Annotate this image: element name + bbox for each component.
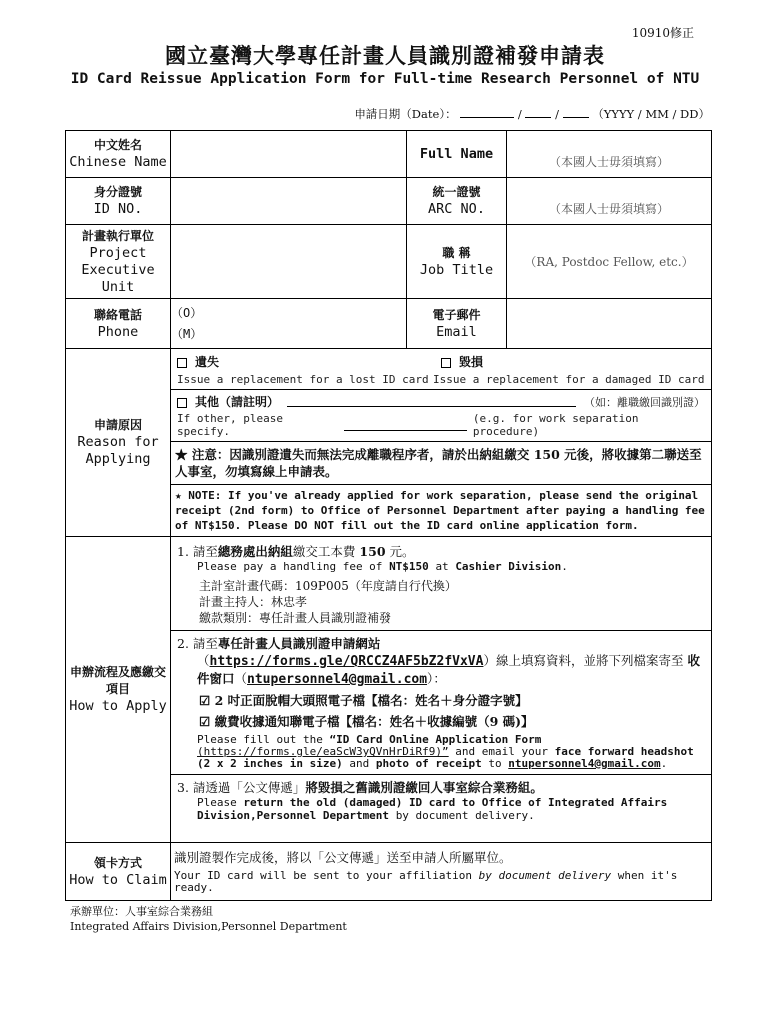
reason-lost-en: Issue a replacement for a lost ID card [177, 373, 429, 386]
footer [70, 904, 347, 934]
reason-lost-option[interactable]: 遺失 [177, 353, 441, 370]
chinese-name-label: 中文姓名 Chinese Name [66, 131, 171, 178]
phone-label: 聯絡電話 Phone [66, 299, 171, 349]
notice-en: ★ NOTE: If you've already applied for work separation, please send the original receipt (2nd form) to Office of Personnel Department after paying a handling fee of NT$150. Please DO NOT fill out the ID card online application form. [175, 489, 705, 532]
reason-lost-checkbox[interactable] [177, 358, 187, 368]
phone-input[interactable] [171, 299, 407, 349]
reason-other-hint: （如：離職繳回識別證） [584, 395, 705, 409]
project-host: 計畫主持人：林忠孝 [199, 595, 308, 609]
online-form-link[interactable]: https://forms.gle/QRCCZ4AF5bZ2fVxVA [209, 654, 484, 669]
arc-number-label: 統一證號 ARC NO. [407, 178, 507, 225]
project-unit-label: 計畫執行單位 Project Executive Unit [66, 225, 171, 299]
step-3: 3. 請透過「公文傳遞」將毀損之舊識別證繳回人事室綜合業務組。 Please return the old (damaged) ID card to Office of Integrated Affairs Division,Personnel Department by document delivery. [171, 774, 711, 826]
date-format: （YYYY / MM / DD） [592, 107, 710, 121]
full-name-input[interactable] [507, 131, 712, 178]
contact-email-link[interactable]: ntupersonnel4@gmail.com [247, 672, 428, 687]
claim-zh: 識別證製作完成後，將以「公文傳遞」送至申請人所屬單位。 [174, 850, 512, 865]
reason-other-checkbox[interactable] [177, 398, 187, 408]
arc-number-input[interactable] [507, 178, 712, 225]
check-icon: ☑ [199, 693, 211, 708]
how-to-apply-steps [171, 537, 712, 843]
reason-other-field[interactable] [287, 396, 576, 407]
job-title-label: 職 稱 Job Title [407, 225, 507, 299]
email-input[interactable] [507, 299, 712, 349]
job-title-hint: （RA, Postdoc Fellow, etc.） [524, 255, 694, 269]
reason-damaged-checkbox[interactable] [441, 358, 451, 368]
date-day-field[interactable] [563, 107, 589, 118]
step-2: 2. 請至專任計畫人員識別證申請網站 （https://forms.gle/QRCCZ4AF5bZ2fVxVA）線上填寫資料，並將下列檔案寄至 收件窗口（ntupersonnel4@gmail.com）： ☑ 2 吋正面脫帽大頭照電子檔【檔名：姓名＋身分證字號】 ☑ 繳費收據通知聯電子檔【檔名：姓名＋收據編號（9 碼)】 Please fill out the “ID Card Online Application Form (https://forms.gle/eaScW3yQVnHrDiRf9)” and email your face forward headshot (2 x 2 inches in size) and photo of receipt to ntupersonnel4@gmail.com. [171, 630, 711, 774]
reason-damaged-en: Issue a replacement for a damaged ID card [433, 373, 705, 386]
notice-zh: ★ 注意：因識別證遺失而無法完成離職程序者，請於出納組繳交 150 元後，將收據第二聯送至人事室，勿填寫線上申請表。 [175, 447, 702, 479]
full-name-hint: （本國人士毋須填寫） [548, 154, 669, 169]
reason-other-option[interactable]: 其他（請註明） [177, 393, 279, 410]
reason-options [171, 349, 712, 537]
payment-type: 繳款類別：專任計畫人員識別證補發 [199, 611, 392, 625]
online-form-link-en[interactable]: (https://forms.gle/eaScW3yQVnHrDiRf9)” [197, 745, 449, 758]
claim-en: Your ID card will be sent to your affiliation by document delivery when it's ready. [174, 869, 678, 894]
reason-label: 申請原因 Reason for Applying [66, 349, 171, 537]
job-title-input[interactable] [507, 225, 712, 299]
form-version: 10910修正 [631, 26, 694, 40]
how-to-claim-label: 領卡方式 How to Claim [66, 843, 171, 901]
email-label: 電子郵件 Email [407, 299, 507, 349]
id-number-input[interactable] [171, 178, 407, 225]
id-number-label: 身分證號 ID NO. [66, 178, 171, 225]
project-unit-input[interactable] [171, 225, 407, 299]
check-icon: ☑ [199, 714, 211, 729]
how-to-claim-text [171, 843, 712, 901]
date-year-field[interactable] [460, 107, 514, 118]
footer-unit-en: Integrated Affairs Division,Personnel Department [70, 920, 347, 933]
form-title-zh: 國立臺灣大學專任計畫人員識別證補發申請表 [165, 43, 605, 68]
reason-other-en: If other, please specify. [177, 412, 283, 438]
required-file-photo: ☑ 2 吋正面脫帽大頭照電子檔【檔名：姓名＋身分證字號】 [199, 693, 528, 708]
project-code: 主計室計畫代碼：109P005（年度請自行代換） [199, 579, 457, 593]
reason-damaged-option[interactable]: 毀損 [441, 353, 483, 370]
date-month-field[interactable] [525, 107, 551, 118]
full-name-label: Full Name [407, 131, 507, 178]
phone-office: （O） [171, 305, 203, 320]
required-file-receipt: ☑ 繳費收據通知聯電子檔【檔名：姓名＋收據編號（9 碼)】 [199, 714, 534, 729]
how-to-apply-label: 申辦流程及應繳交項目 How to Apply [66, 537, 171, 843]
chinese-name-input[interactable] [171, 131, 407, 178]
application-form-table [65, 130, 712, 901]
application-date: 申請日期（Date）： / / （YYYY / MM / DD） [354, 107, 710, 121]
form-title-en: ID Card Reissue Application Form for Full-time Research Personnel of NTU [70, 71, 700, 87]
phone-mobile: （M） [171, 326, 203, 341]
reason-other-example: (e.g. for work separation procedure) [472, 412, 639, 438]
reason-other-en-field[interactable] [344, 420, 467, 431]
footer-unit-zh: 承辦單位：人事室綜合業務組 [70, 905, 213, 918]
contact-email-link-en[interactable]: ntupersonnel4@gmail.com [508, 757, 661, 770]
arc-number-hint: （本國人士毋須填寫） [548, 201, 669, 216]
step-1: 1. 請至總務處出納組繳交工本費 150 元。 Please pay a handling fee of NT$150 at Cashier Division. 主計室計畫代碼：109P005（年度請自行代換） 計畫主持人：林忠孝 繳款類別：專任計畫人員識別證補發 [171, 537, 711, 630]
date-label: 申請日期（Date）： [354, 107, 457, 121]
